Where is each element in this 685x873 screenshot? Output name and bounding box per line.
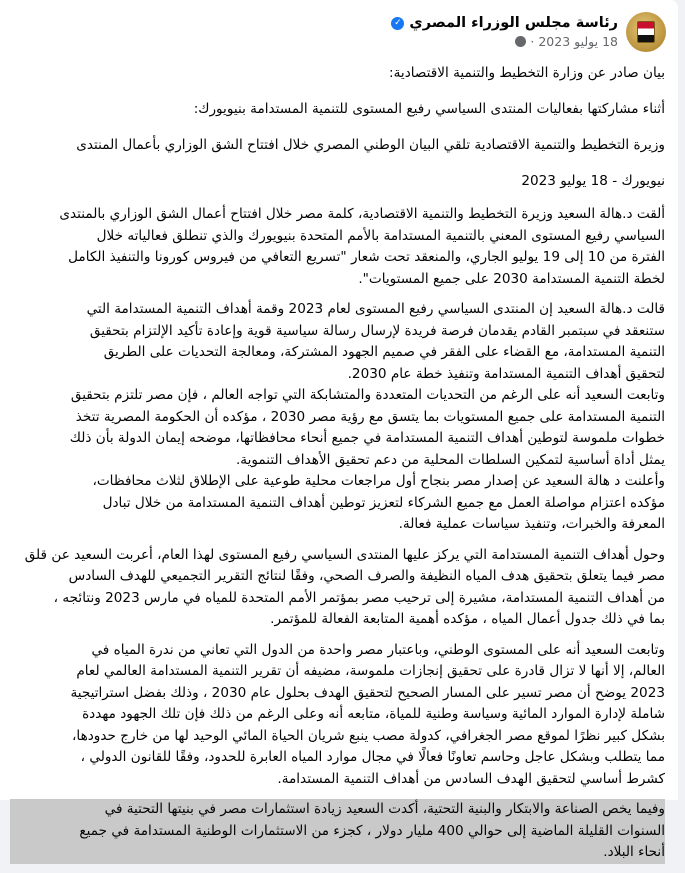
post-header — [391, 12, 666, 52]
text-line: لخطة التنمية المستدامة 2030 على جميع المستويات". — [358, 270, 665, 287]
text-line: التنمية المستدامة، مع القضاء على الفقر في صميم الجهود المشتركة، ومعالجة التحديات على الطريق — [103, 344, 665, 360]
text-line: بما في ذلك جدول أعمال المياه ، مؤكده أهمية المتابعة الفعالة للمؤتمر. — [270, 611, 665, 627]
text-line: بشكل كبير نظرًا لموقع مصر الجغرافي، كدولة مصب ينبع شريان الحياة المائي الوحيد لها من خارج حدودها، — [72, 727, 665, 744]
text-line: ستنعقد في سبتمبر القادم يقدمان فرصة فريدة لإرسال رسالة سياسية قوية وإعادة تأكيد الإلتزام بتحقيق — [89, 322, 665, 339]
text-line: بيان صادر عن وزارة التخطيط والتنمية الاقتصادية: — [389, 65, 665, 81]
eagle-emblem-icon — [637, 21, 655, 43]
text-line: قالت د.هالة السعيد إن المنتدى السياسي رفيع المستوى لعام 2023 وقمة أهداف التنمية المستدامة التي — [86, 301, 665, 317]
text-line: أثناء مشاركتها بفعاليات المنتدى السياسي رفيع المستوى للتنمية المستدامة بنيويورك: — [193, 101, 665, 117]
post-text — [10, 60, 665, 873]
post-paragraph — [10, 168, 665, 195]
post-paragraph — [10, 545, 665, 631]
text-line: لتحقيق أهداف التنمية المستدامة وتنفيذ خطة عام 2030. — [347, 365, 665, 382]
text-line: يمثل أداة أساسية لتمكين السلطات المحلية من دعم تحقيق الأهداف التنموية. — [235, 451, 665, 468]
text-line: الفترة من 10 إلى 19 يوليو الجاري، والمنعقد تحت شعار "تسريع التعافي من فيروس كورونا والتنفيذ الكامل — [68, 249, 665, 265]
text-line: نيويورك - 18 يوليو 2023 — [521, 173, 665, 189]
text-line: مصر فيما يتعلق بتحقيق هدف المياه النظيفة والصرف الصحي، وفقًا لنتائج التقرير التجميعي للهدف السادس — [68, 568, 665, 584]
text-line: كشرط أساسي لتحقيق الهدف السادس من أهداف التنمية المستدامة. — [277, 770, 665, 787]
highlighted-paragraph — [10, 799, 665, 864]
text-line: وزيرة التخطيط والتنمية الاقتصادية تلقي البيان الوطني المصري خلال افتتاح الشق الوزاري بأعمال المنتدى — [76, 137, 665, 153]
text-line: المعرفة والخبرات، وتنفيذ سياسات عملية فعالة. — [398, 516, 665, 532]
text-line: أنحاء البلاد. — [10, 842, 665, 864]
text-line: 2023 يوضح أن مصر تسير على المسار الصحيح لتحقيق الهدف بحلول عام 2030 ، وذلك بفضل استراتيجية — [70, 684, 665, 701]
post-paragraph — [10, 204, 665, 290]
text-line: مؤكده اعتزام مواصلة العمل مع جميع الشركاء لتعزيز توطين أهداف التنمية المستدامة من خلال تبادل — [102, 494, 665, 511]
text-line: السنوات القليلة الماضية إلى حوالي 400 مليار دولار ، كجزء من الاستثمارات الوطنية المستدامة في جميع — [10, 821, 665, 843]
text-line: ألقت د.هالة السعيد وزيرة التخطيط والتنمية الاقتصادية، كلمة مصر خلال افتتاح أعمال الشق الوزاري بالمنتدى — [59, 206, 665, 222]
text-line: التنمية المستدامة على جميع المستويات بما يتسق مع رؤية مصر 2030 ، مؤكده أن الحكومة المصرية تتخذ — [75, 408, 665, 425]
text-line: السياسي رفيع المستوى المعني بالتنمية المستدامة بالأمم المتحدة بنيويورك والذي تنطلق فعالياته خلال — [96, 227, 665, 244]
author-name[interactable]: رئاسة مجلس الوزراء المصري — [409, 15, 618, 31]
post-paragraph — [10, 60, 665, 87]
text-line: مما يتطلب وبشكل عاجل وحاسم تعاونًا فعالًا في مجال موارد المياه العابرة للحدود، وفقًا للقانون الدولي ، — [80, 749, 665, 765]
post-date[interactable]: 18 يوليو 2023 — [538, 34, 618, 49]
post-paragraph — [10, 132, 665, 159]
post-paragraph — [10, 640, 665, 791]
post-paragraph — [10, 299, 665, 536]
text-line: وحول أهداف التنمية المستدامة التي يركز عليها المنتدى السياسي رفيع المستوى لهذا العام، أعربت السعيد عن قلق — [24, 546, 665, 563]
post-paragraph — [10, 96, 665, 123]
avatar[interactable] — [626, 12, 666, 52]
verified-badge-icon: ✓ — [391, 17, 404, 30]
text-line: من أهداف التنمية المستدامة، مشيرة إلى ترحيب مصر بمؤتمر الأمم المتحدة للمياه في مارس 2023 ونتائجه ، — [53, 589, 665, 606]
text-line: وأعلنت د هالة السعيد عن إصدار مصر بنجاح أول مراجعات محلية طوعية على الإطلاق لثلاث محافظات، — [92, 473, 665, 489]
text-line: خطوات ملموسة لتوطين أهداف التنمية المستدامة في جميع أنحاء محافظاتها، موضحه إيمان الدولة بأن ذلك — [69, 430, 665, 446]
text-line: شاملة لإدارة الموارد المائية وسياسة وطنية للمياة، متابعه أنه وعلى الرغم من ذلك فإن تلك الجهود مهددة — [82, 706, 665, 722]
text-line: وتابعت السعيد أنه على المستوى الوطني، وباعتبار مصر واحدة من الدول التي تعاني من ندرة المياه في — [91, 641, 665, 658]
text-line: العالم، إلا أنها لا تزال قادرة على تحقيق إنجازات ملموسة، مضيفه أن تقرير التنمية المستدامة العالمي لعام — [76, 663, 665, 679]
globe-icon — [515, 36, 526, 47]
separator: · — [530, 34, 535, 49]
text-line: وفيما يخص الصناعة والابتكار والبنية التحتية، أكدت السعيد زيادة استثمارات مصر في بنيتها التحتية في — [10, 799, 665, 821]
text-line: وتابعت السعيد أنه على الرغم من التحديات المتعددة والمتشابكة التي تواجه العالم ، فإن مصر تلتزم بتحقيق — [70, 387, 665, 403]
